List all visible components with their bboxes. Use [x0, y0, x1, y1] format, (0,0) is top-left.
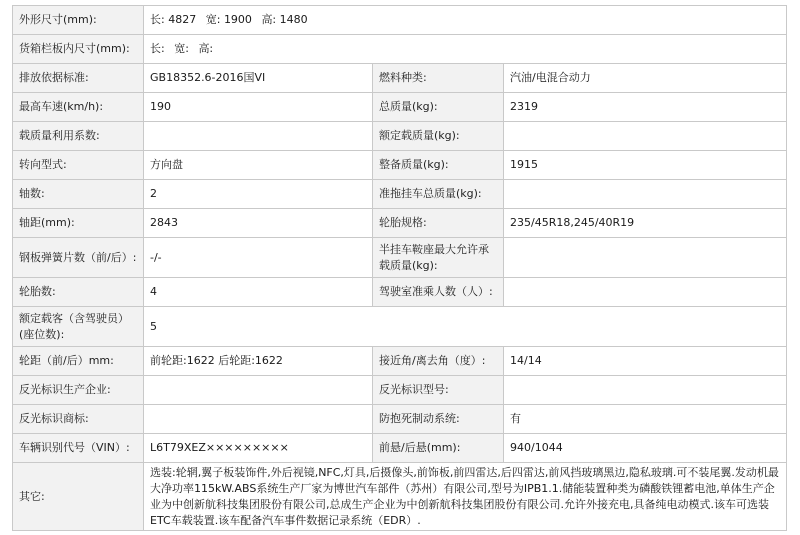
fuel-value: 汽油/电混合动力 [504, 64, 787, 93]
overhang-value: 940/1044 [504, 434, 787, 463]
load-util-label: 载质量利用系数: [13, 122, 144, 151]
dims-label: 外形尺寸(mm): [13, 6, 144, 35]
cab-seats-label: 驾驶室准乘人数（人）: [373, 278, 504, 307]
track-value: 前轮距:1622 后轮距:1622 [144, 347, 373, 376]
reflector-brand-value [144, 405, 373, 434]
axles-label: 轴数: [13, 180, 144, 209]
wheelbase-label: 轴距(mm): [13, 209, 144, 238]
overhang-label: 前悬/后悬(mm): [373, 434, 504, 463]
dims-len-label: 长: [150, 13, 165, 26]
passengers-label: 额定载客（含驾驶员）(座位数): [13, 307, 144, 347]
dims-wid: 1900 [223, 13, 252, 26]
rated-load-label: 额定载质量(kg): [373, 122, 504, 151]
table-row [13, 64, 787, 93]
rated-load-value [504, 122, 787, 151]
table-row [13, 434, 787, 463]
dims-len: 4827 [168, 13, 197, 26]
tire-spec-label: 轮胎规格: [373, 209, 504, 238]
tire-count-label: 轮胎数: [13, 278, 144, 307]
table-row [13, 405, 787, 434]
cargo-len-label: 长: [150, 42, 165, 55]
table-row [13, 209, 787, 238]
speed-label: 最高车速(km/h): [13, 93, 144, 122]
table-row [13, 307, 787, 347]
dims-hei: 1480 [279, 13, 308, 26]
track-label: 轮距（前/后）mm: [13, 347, 144, 376]
steering-value: 方向盘 [144, 151, 373, 180]
dims-hei-label: 高: [261, 13, 277, 26]
reflector-maker-label: 反光标识生产企业: [13, 376, 144, 405]
vin-value: L6T79XEZ××××××××× [144, 434, 373, 463]
table-row [13, 122, 787, 151]
reflector-brand-label: 反光标识商标: [13, 405, 144, 434]
table-row-cargo [13, 35, 787, 64]
cab-seats-value [504, 278, 787, 307]
steering-label: 转向型式: [13, 151, 144, 180]
cargo-label: 货箱栏板内尺寸(mm): [13, 35, 144, 64]
abs-value: 有 [504, 405, 787, 434]
curb-mass-value: 1915 [504, 151, 787, 180]
angles-value: 14/14 [504, 347, 787, 376]
trailer-mass-value [504, 180, 787, 209]
leaf-spring-label: 钢板弹簧片数（前/后）: [13, 238, 144, 278]
load-util-value [144, 122, 373, 151]
other-label: 其它: [13, 463, 144, 531]
total-mass-label: 总质量(kg): [373, 93, 504, 122]
vehicle-spec-table [12, 5, 787, 531]
emission-label: 排放依据标准: [13, 64, 144, 93]
table-row-other [13, 463, 787, 531]
passengers-value: 5 [144, 307, 787, 347]
table-row-dims [13, 6, 787, 35]
reflector-maker-value [144, 376, 373, 405]
wheelbase-value: 2843 [144, 209, 373, 238]
cargo-hei-label: 高: [198, 42, 214, 55]
dims-value [144, 6, 787, 35]
tire-count-value: 4 [144, 278, 373, 307]
axles-value: 2 [144, 180, 373, 209]
speed-value: 190 [144, 93, 373, 122]
vin-label: 车辆识别代号（VIN）: [13, 434, 144, 463]
curb-mass-label: 整备质量(kg): [373, 151, 504, 180]
tire-spec-value: 235/45R18,245/40R19 [504, 209, 787, 238]
reflector-model-value [504, 376, 787, 405]
emission-value: GB18352.6-2016国VI [144, 64, 373, 93]
table-row [13, 151, 787, 180]
fuel-label: 燃料种类: [373, 64, 504, 93]
total-mass-value: 2319 [504, 93, 787, 122]
saddle-load-value [504, 238, 787, 278]
reflector-model-label: 反光标识型号: [373, 376, 504, 405]
saddle-load-label: 半挂车鞍座最大允许承载质量(kg): [373, 238, 504, 278]
table-row [13, 93, 787, 122]
table-row [13, 180, 787, 209]
angles-label: 接近角/离去角（度）: [373, 347, 504, 376]
dims-wid-label: 宽: [205, 13, 221, 26]
table-row [13, 238, 787, 278]
abs-label: 防抱死制动系统: [373, 405, 504, 434]
cargo-value [144, 35, 787, 64]
table-row [13, 278, 787, 307]
table-row [13, 376, 787, 405]
cargo-wid-label: 宽: [174, 42, 189, 55]
leaf-spring-value: -/- [144, 238, 373, 278]
other-value: 选装:轮辋,翼子板装饰件,外后视镜,NFC,灯具,后摄像头,前饰板,前四雷达,后四雷达,前风挡玻璃黑边,隐私玻璃.可不装尾翼.发动机最大净功率115kW.ABS系统生产厂家为博世汽车部件（苏州）有限公司,型号为IPB1.1.储能装置种类为磷酸铁锂蓄电池,单体生产企业为中创新航科技集团股份有限公司,总成生产企业为中创新航科技集团股份有限公司.允许外接充电,具备纯电动模式.该车可选装ETC车载装置.该车配备汽车事件数据记录系统（EDR）. [144, 463, 787, 531]
table-row [13, 347, 787, 376]
trailer-mass-label: 准拖挂车总质量(kg): [373, 180, 504, 209]
